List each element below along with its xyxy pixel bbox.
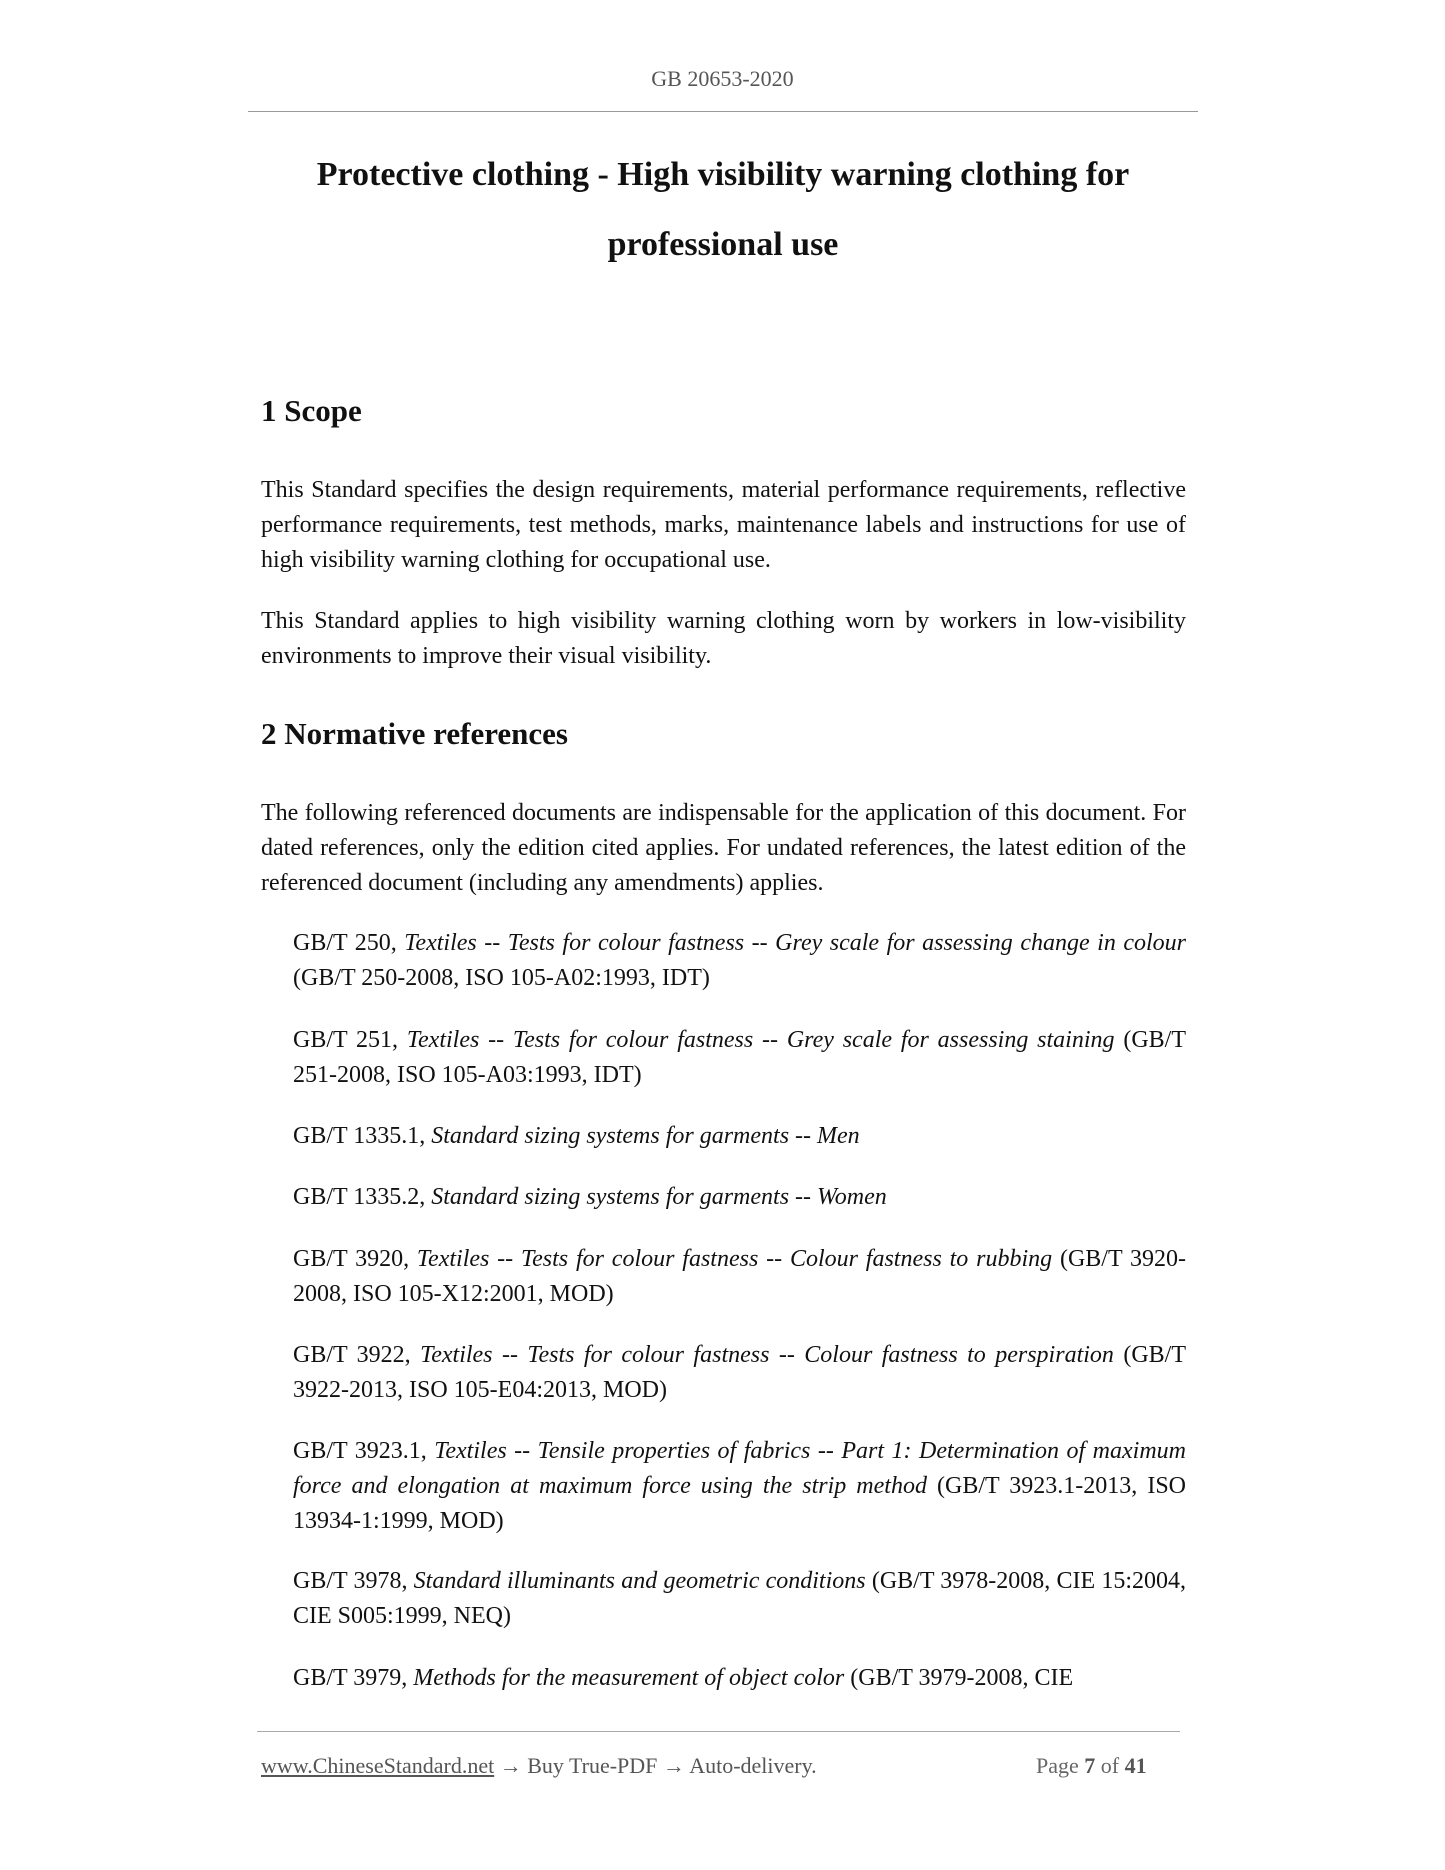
reference-title: Textiles -- Tests for colour fastness -- Grey scale for assessing change in colour [404,930,1187,956]
reference-code: GB/T 1335.1, [293,1123,432,1149]
reference-title: Textiles -- Tensile properties of fabrics -- Part 1: Determination of maximum force and elongation at maximum force using the strip method [293,1438,1186,1499]
reference-title: Textiles -- Tests for colour fastness -- Colour fastness to perspiration [420,1342,1114,1368]
normative-intro-paragraph: The following referenced documents are indispensable for the application of this document. For dated references, only the edition cited applies. For undated references, the latest edition of the referenced document (including any amendments) applies. [261,800,1186,896]
page-indicator [1036,1753,1147,1779]
document-title-line2: professional use [607,226,839,263]
reference-code: GB/T 251, [293,1027,407,1053]
reference-details: (GB/T 3979-2008, CIE [844,1665,1074,1691]
reference-title: Standard illuminants and geometric conditions [413,1568,866,1594]
section-heading-scope: 1 Scope [261,393,362,428]
normative-reference-item [293,1023,1186,1093]
normative-reference-item [293,926,1186,996]
reference-code: GB/T 3920, [293,1246,417,1272]
normative-reference-item [293,1119,1186,1154]
reference-details: (GB/T 251-2008, ISO 105-A03:1993, IDT) [293,1027,1186,1088]
footer-promo-text: → Buy True-PDF → Auto-delivery. [494,1753,817,1778]
current-page: 7 [1084,1753,1096,1778]
reference-details: (GB/T 250-2008, ISO 105-A02:1993, IDT) [293,965,710,991]
normative-reference-item [293,1242,1186,1312]
header-doc-code: GB 20653-2020 [651,66,794,91]
header-divider [248,111,1198,112]
total-pages: 41 [1124,1753,1147,1778]
normative-reference-item [293,1564,1186,1634]
footer-promo [261,1753,817,1779]
website-link[interactable]: www.ChineseStandard.net [261,1753,495,1778]
reference-title: Methods for the measurement of object color [413,1665,845,1691]
page-label: Page [1036,1753,1085,1778]
of-label: of [1095,1753,1125,1778]
normative-reference-item [293,1180,1186,1215]
reference-title: Standard sizing systems for garments -- Men [431,1123,860,1149]
reference-code: GB/T 3979, [293,1665,414,1691]
reference-title: Textiles -- Tests for colour fastness -- Grey scale for assessing staining [406,1027,1115,1053]
reference-code: GB/T 250, [293,930,405,956]
reference-title: Textiles -- Tests for colour fastness -- Colour fastness to rubbing [416,1246,1053,1272]
reference-details: (GB/T 3923.1-2013, ISO 13934-1:1999, MOD) [293,1473,1187,1534]
reference-code: GB/T 1335.2, [293,1184,432,1210]
reference-code: GB/T 3923.1, [293,1438,435,1464]
normative-reference-item [293,1434,1186,1539]
document-title-line1: Protective clothing - High visibility warning clothing for [316,156,1130,193]
reference-details: (GB/T 3920-2008, ISO 105-X12:2001, MOD) [293,1246,1187,1307]
reference-code: GB/T 3922, [293,1342,421,1368]
scope-paragraph-2: This Standard applies to high visibility warning clothing worn by workers in low-visibility environments to improve their visual visibility. [261,608,1186,669]
reference-details: (GB/T 3978-2008, CIE 15:2004, CIE S005:1999, NEQ) [293,1568,1187,1629]
footer-divider [257,1731,1180,1732]
reference-details: (GB/T 3922-2013, ISO 105-E04:2013, MOD) [293,1342,1186,1403]
reference-title: Standard sizing systems for garments -- Women [431,1184,887,1210]
normative-reference-item [293,1661,1186,1696]
normative-reference-item [293,1338,1186,1408]
section-heading-normative-references: 2 Normative references [261,716,568,751]
scope-paragraph-1: This Standard specifies the design requirements, material performance requirements, reflective performance requirements, test methods, marks, maintenance labels and instructions for use of high visibility warning clothing for occupational use. [261,477,1186,573]
reference-code: GB/T 3978, [293,1568,414,1594]
